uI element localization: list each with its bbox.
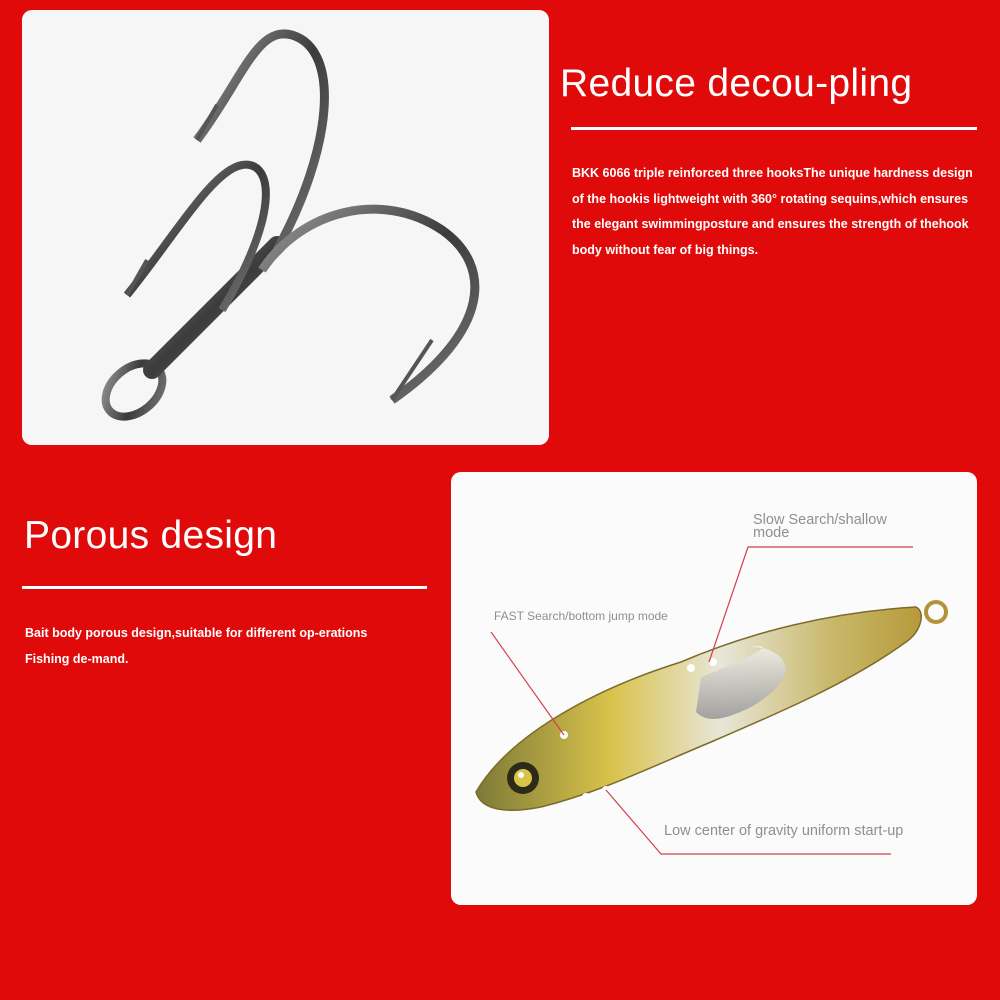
callout-fast-search: FAST Search/bottom jump mode <box>494 609 668 623</box>
lure-illustration <box>451 472 977 905</box>
text-line: BKK 6066 triple reinforced three hooksThe unique hardness design <box>572 166 973 180</box>
callout-text: Slow Search/shallow <box>753 512 887 528</box>
text-line: body without fear of big things. <box>572 242 759 257</box>
description-porous <box>25 621 425 672</box>
description-hooks <box>572 161 990 263</box>
treble-hook-image <box>22 10 549 445</box>
divider <box>22 586 427 589</box>
heading-reduce-decoupling: Reduce decou-pling <box>560 62 913 105</box>
text-line: the elegant swimmingposture and ensures the strength of thehook <box>572 217 969 231</box>
text-line: Fishing de-mand. <box>25 651 129 666</box>
lure-diagram <box>451 472 977 905</box>
callout-low-center: Low center of gravity uniform start-up <box>664 823 904 839</box>
divider <box>571 127 977 130</box>
callout-slow-search <box>753 514 887 540</box>
treble-hook-illustration <box>22 10 549 445</box>
callout-text: mode <box>753 525 790 541</box>
text-line: Bait body porous design,suitable for different op-erations <box>25 626 368 640</box>
text-line: of the hookis lightweight with 360° rotating sequins,which ensures <box>572 191 969 206</box>
heading-porous-design: Porous design <box>24 514 278 557</box>
